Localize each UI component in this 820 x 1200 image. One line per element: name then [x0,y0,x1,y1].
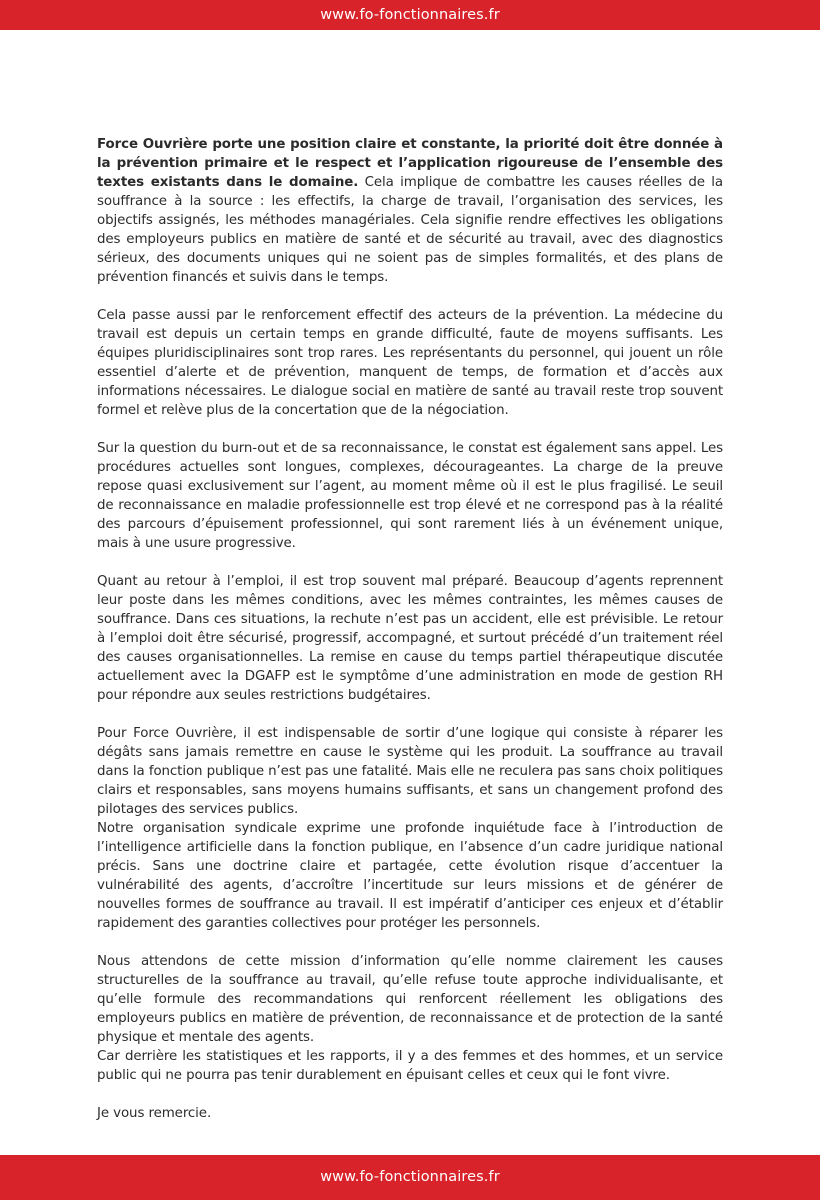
paragraph-6: Notre organisation syndicale exprime une profonde inquiétude face à l’introduction de l’intelligence artificielle dans la fonction publique, en l’absence d’un cadre juridique national précis. Sans une doctrine claire et partagée, cette évolution risque d’accentuer la vulnérabilité des agents, d’accroître l’incertitude sur leurs missions et de générer de nouvelles formes de souffrance au travail. Il est impératif d’anticiper ces enjeux et d’établir rapidement des garanties collectives pour protéger les personnels. [97,821,723,931]
closing-line: Je vous remercie. [97,1106,212,1121]
paragraph-1-text: Cela implique de combattre les causes réelles de la souffrance à la source : les effectifs, la charge de travail, l’organisation des services, les objectifs assignés, les méthodes managériales. Cela signifie rendre effectives les obligations des employeurs publics en matière de santé et de sécurité au travail, avec des diagnostics sérieux, des documents uniques qui ne soient pas de simples formalités, et des plans de prévention financés et suivis dans le temps. [97,175,723,285]
paragraph-8: Car derrière les statistiques et les rapports, il y a des femmes et des hommes, et un service public qui ne pourra pas tenir durablement en épuisant celles et ceux qui le font vivre. [97,1049,723,1083]
bottom-banner [0,1155,820,1200]
paragraph-2: Cela passe aussi par le renforcement effectif des acteurs de la prévention. La médecine du travail est depuis un certain temps en grande difficulté, faute de moyens suffisants. Les équipes pluridisciplinaires sont trop rares. Les représentants du personnel, qui jouent un rôle essentiel d’alerte et de prévention, manquent de temps, de formation et d’accès aux informations nécessaires. Le dialogue social en matière de santé au travail reste trop souvent formel et relève plus de la concertation que de la négociation. [97,308,723,418]
paragraph-1 [97,135,723,287]
footer-website-link[interactable]: www.fo-fonctionnaires.fr [320,1168,500,1185]
paragraph-7: Nous attendons de cette mission d’information qu’elle nomme clairement les causes structurelles de la souffrance au travail, qu’elle refuse toute approche individualisante, et qu’elle formule des recommandations qui renforcent réellement les obligations des employeurs publics en matière de prévention, de reconnaissance et de protection de la santé physique et mentale des agents. [97,954,723,1045]
paragraph-3: Sur la question du burn-out et de sa reconnaissance, le constat est également sans appel. Les procédures actuelles sont longues, complexes, décourageantes. La charge de la preuve repose quasi exclusivement sur l’agent, au moment même où il est le plus fragilisé. Le seuil de reconnaissance en maladie professionnelle est trop élevé et ne correspond pas à la réalité des parcours d’épuisement professionnel, qui sont rarement liés à un événement unique, mais à une usure progressive. [97,441,723,551]
top-banner [0,0,820,30]
paragraph-5: Pour Force Ouvrière, il est indispensable de sortir d’une logique qui consiste à réparer les dégâts sans jamais remettre en cause le système qui les produit. La souffrance au travail dans la fonction publique n’est pas une fatalité. Mais elle ne reculera pas sans choix politiques clairs et responsables, sans moyens humains suffisants, et sans un changement profond des pilotages des services publics. [97,726,723,817]
paragraph-4: Quant au retour à l’emploi, il est trop souvent mal préparé. Beaucoup d’agents reprennent leur poste dans les mêmes conditions, avec les mêmes contraintes, les mêmes causes de souffrance. Dans ces situations, la rechute n’est pas un accident, elle est prévisible. Le retour à l’emploi doit être sécurisé, progressif, accompagné, et surtout précédé d’un traitement réel des causes organisationnelles. La remise en cause du temps partiel thérapeutique discutée actuellement avec la DGAFP est le symptôme d’une administration en mode de gestion RH pour répondre aux seules restrictions budgétaires. [97,574,723,703]
header-website-link[interactable]: www.fo-fonctionnaires.fr [320,7,500,23]
paragraph-1-bold-lead: Force Ouvrière porte une position claire et constante, la priorité doit être donnée à la prévention primaire et le respect et l’application rigoureuse de l’ensemble des textes existants dans le domaine. [97,137,723,190]
document-body [97,135,723,1142]
